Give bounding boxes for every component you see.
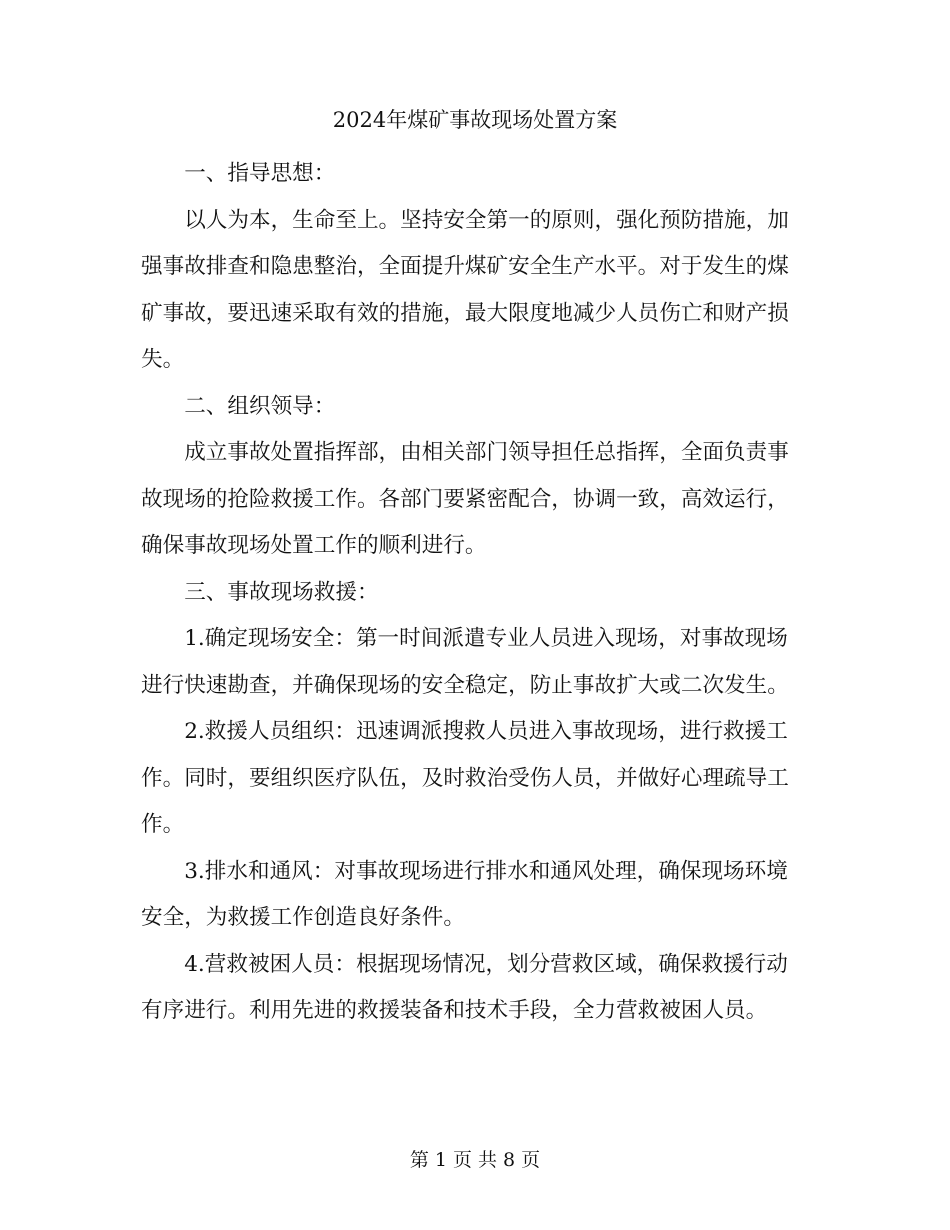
paragraph-rescue-item-4: 4.营救被困人员：根据现场情况，划分营救区域，确保救援行动有序进行。利用先进的救援装备和技术手段，全力营救被困人员。 — [141, 951, 788, 1023]
paragraph-rescue-item-3: 3.排水和通风：对事故现场进行排水和通风处理，确保现场环境安全，为救援工作创造良好条件。 — [141, 858, 788, 930]
paragraph-organization: 成立事故处置指挥部，由相关部门领导担任总指挥，全面负责事故现场的抢险救援工作。各部门要紧密配合，协调一致，高效运行，确保事故现场处置工作的顺利进行。 — [141, 440, 789, 558]
document-body — [141, 151, 801, 1035]
paragraph-rescue-item-2: 2.救援人员组织：迅速调派搜救人员进入事故现场，进行救援工作。同时，要组织医疗队伍，及时救治受伤人员，并做好心理疏导工作。 — [141, 719, 789, 837]
section-heading-organization: 二、组织领导： — [184, 393, 336, 419]
paragraph-guiding-ideology: 以人为本，生命至上。坚持安全第一的原则，强化预防措施，加强事故排查和隐患整治，全面提升煤矿安全生产水平。对于发生的煤矿事故，要迅速采取有效的措施，最大限度地减少人员伤亡和财产损失。 — [141, 207, 789, 372]
page-number: 第 1 页 共 8 页 — [409, 1149, 541, 1171]
section-heading-rescue: 三、事故现场救援： — [184, 579, 379, 605]
paragraph-rescue-item-1: 1.确定现场安全：第一时间派遣专业人员进入现场，对事故现场进行快速勘查，并确保现场的安全稳定，防止事故扩大或二次发生。 — [141, 626, 789, 698]
section-heading-guiding-ideology: 一、指导思想： — [184, 161, 336, 186]
document-title: 2024年煤矿事故现场处置方案 — [332, 108, 618, 132]
